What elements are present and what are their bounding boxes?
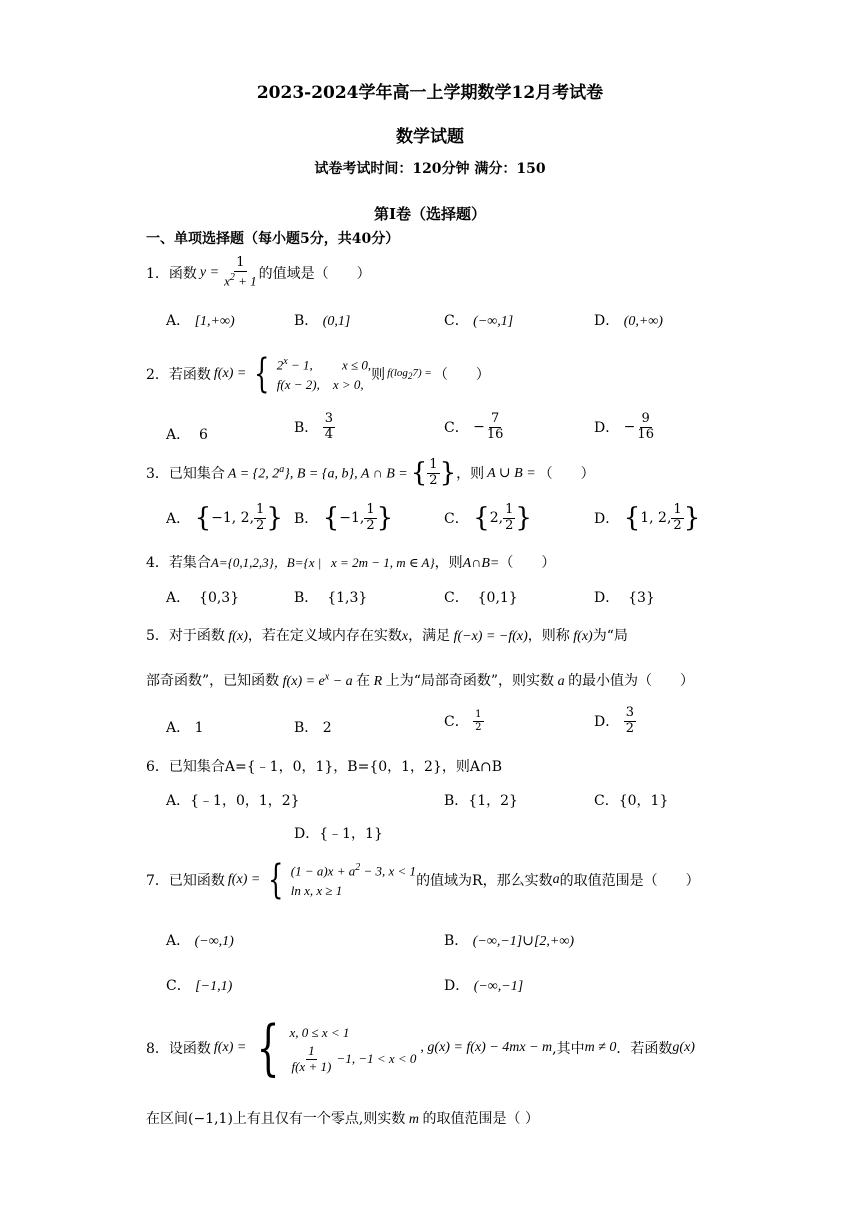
option-c[interactable]: C． {0,1} bbox=[444, 590, 518, 606]
formula: f(x) bbox=[569, 629, 593, 644]
option-b[interactable]: B． { −1, $\frac{1}{2}$ } bbox=[294, 502, 394, 534]
question-text: ，若在定义域内存在实数 bbox=[247, 628, 402, 644]
question-text: 对于函数 bbox=[168, 628, 225, 644]
option-b[interactable]: B． 2 bbox=[294, 720, 332, 736]
question-tail: （ ） bbox=[538, 466, 595, 483]
question-tail: （ ） bbox=[499, 555, 556, 571]
question-number: 8． bbox=[146, 1041, 169, 1057]
piecewise: { x, 0 ≤ x < 1 $\frac{1}{f(x + 1)}$ −1, −1 < x < 0 bbox=[256, 1013, 417, 1083]
option-d[interactable]: D． { 1, 2, $\frac{1}{2}$ } bbox=[594, 502, 701, 534]
question-tail: 则 bbox=[371, 366, 386, 383]
formula: f(x) = bbox=[213, 365, 247, 381]
question-3: 3． 已知集合 A = {2, 2$^a$}, B = {a, b}, A ∩ B = { $\frac{1}{2}$ } ，则 A ∪ B = （ ） bbox=[146, 457, 595, 489]
formula: g(x) bbox=[672, 1040, 695, 1055]
question-8-line2 bbox=[146, 1108, 539, 1128]
option-c[interactable]: C． − $\frac{7}{16}$ bbox=[444, 411, 504, 442]
piecewise: { $2^x - 1$, x ≤ 0, f(x − 2), x > 0, bbox=[254, 350, 372, 397]
question-tail: 的值域为R，那么实数 bbox=[416, 872, 553, 889]
question-text: 的最小值为（ ） bbox=[568, 673, 695, 689]
formula: y = bbox=[199, 264, 220, 280]
volume-heading: 第I卷（选择题） bbox=[373, 205, 487, 223]
question-text: 在区间(−1,1)上有且仅有一个零点,则实数 bbox=[146, 1111, 406, 1127]
option-b[interactable]: B． {1,3} bbox=[294, 590, 368, 606]
formula: R bbox=[370, 674, 386, 689]
part-heading: 一、单项选择题（每小题5分，共40分） bbox=[146, 231, 400, 247]
option-a[interactable]: A．{﹣1，0，1，2} bbox=[166, 793, 300, 809]
exam-info: 试卷考试时间：120分钟 满分：150 bbox=[314, 161, 546, 177]
option-a[interactable]: A． {0,3} bbox=[166, 590, 240, 606]
formula: f(−x) = −f(x) bbox=[450, 629, 528, 644]
question-number: 2． bbox=[146, 366, 169, 383]
question-text: ，满足 bbox=[408, 628, 451, 644]
fraction: $\frac{1}{x^2 + 1}$ bbox=[224, 255, 257, 289]
formula: A ∪ B = bbox=[487, 465, 536, 481]
question-tail: 的值域是（ ） bbox=[258, 265, 371, 282]
question-number: 6． bbox=[146, 759, 169, 775]
question-4 bbox=[146, 552, 555, 572]
option-a[interactable]: A． 6 bbox=[166, 427, 208, 443]
option-a[interactable]: A． 1 bbox=[166, 720, 204, 736]
option-a[interactable]: A． [1,+∞) bbox=[166, 313, 235, 329]
formula: $f(x) = e^x - a$ bbox=[279, 671, 357, 689]
exam-title: 2023-2024学年高一上学期数学12月考试卷 bbox=[256, 83, 604, 103]
formula: A={0,1,2,3}，B={x | x = 2m − 1, m ∈ A} bbox=[210, 555, 435, 570]
question-5-line2 bbox=[146, 670, 694, 690]
option-c[interactable]: C． $\frac{1}{2}$ bbox=[444, 709, 482, 733]
option-b[interactable]: B． (0,1] bbox=[294, 313, 351, 329]
question-5-line1 bbox=[146, 625, 628, 645]
question-text: 的取值范围是（ ） bbox=[422, 1111, 539, 1127]
formula: a bbox=[552, 871, 560, 887]
question-text: ，则称 bbox=[527, 628, 570, 644]
formula: , g(x) = f(x) − 4mx − m bbox=[420, 1040, 553, 1055]
question-number: 4． bbox=[146, 555, 169, 571]
option-d[interactable]: D．{﹣1，1} bbox=[294, 826, 383, 842]
question-number: 5． bbox=[146, 628, 169, 644]
option-c[interactable]: C． [−1,1) bbox=[166, 978, 233, 994]
question-text: ．若函数 bbox=[616, 1041, 673, 1057]
question-stem: 已知集合A={﹣1，0，1}，B={0，1，2}，则A∩B bbox=[168, 759, 502, 775]
question-text: 为“局 bbox=[592, 628, 628, 644]
option-b[interactable]: B． $\frac{3}{4}$ bbox=[294, 411, 334, 442]
question-text: 在 bbox=[356, 673, 371, 689]
question-stem: 若函数 bbox=[168, 366, 211, 383]
question-tail: （ ） bbox=[433, 366, 490, 383]
question-2 bbox=[146, 352, 490, 395]
question-7 bbox=[146, 858, 700, 901]
question-stem: 若集合 bbox=[168, 555, 211, 571]
question-stem: 设函数 bbox=[168, 1041, 211, 1057]
option-d[interactable]: D． {3} bbox=[594, 590, 655, 606]
formula: m bbox=[405, 1112, 423, 1127]
formula: m ≠ 0 bbox=[584, 1040, 617, 1055]
formula: f(x) = bbox=[213, 1040, 247, 1055]
option-a[interactable]: A． { −1, 2, $\frac{1}{2}$ } bbox=[166, 502, 283, 534]
option-a[interactable]: A． (−∞,1) bbox=[166, 933, 234, 949]
option-d[interactable]: D． $\frac{3}{2}$ bbox=[594, 705, 634, 736]
question-text: ,其中 bbox=[552, 1041, 585, 1057]
option-c[interactable]: C．{0，1} bbox=[594, 793, 669, 809]
question-1 bbox=[146, 256, 371, 289]
question-stem: 函数 bbox=[168, 265, 197, 282]
option-b[interactable]: B． (−∞,−1]∪[2,+∞) bbox=[444, 933, 575, 949]
question-tail: 的取值范围是（ ） bbox=[559, 872, 700, 889]
option-c[interactable]: C． { 2, $\frac{1}{2}$ } bbox=[444, 502, 532, 534]
formula: x bbox=[401, 629, 409, 644]
formula: f(x) = bbox=[227, 871, 261, 887]
question-tail: ，则 bbox=[434, 555, 463, 571]
question-number: 7． bbox=[146, 872, 169, 889]
formula: a bbox=[554, 674, 569, 689]
question-stem: 已知集合 bbox=[168, 466, 225, 483]
question-stem: 已知函数 bbox=[168, 872, 225, 889]
formula: $f(\log_27)$ = bbox=[387, 366, 432, 381]
question-number: 3． bbox=[146, 466, 169, 483]
question-text: 上为“局部奇函数”，则实数 bbox=[385, 673, 555, 689]
question-6 bbox=[146, 756, 502, 776]
option-d[interactable]: D． (0,+∞) bbox=[594, 313, 663, 329]
exam-subtitle: 数学试题 bbox=[396, 127, 464, 147]
option-b[interactable]: B．{1，2} bbox=[444, 793, 518, 809]
formula: A = {2, 2$^a$}, B = {a, b}, A ∩ B = bbox=[227, 464, 408, 482]
option-c[interactable]: C． (−∞,1] bbox=[444, 313, 514, 329]
question-tail: ，则 bbox=[456, 466, 485, 483]
piecewise: { $(1 - a)x + a^2 - 3$, x < 1 ln x, x ≥ 1 bbox=[268, 856, 417, 903]
option-d[interactable]: D． − $\frac{9}{16}$ bbox=[594, 411, 654, 442]
question-text: 部奇函数”，已知函数 bbox=[146, 673, 280, 689]
question-number: 1． bbox=[146, 265, 169, 282]
formula: A∩B= bbox=[462, 556, 500, 571]
question-8 bbox=[146, 1013, 695, 1083]
formula: f(x) bbox=[224, 629, 248, 644]
option-d[interactable]: D． (−∞,−1] bbox=[444, 978, 524, 994]
